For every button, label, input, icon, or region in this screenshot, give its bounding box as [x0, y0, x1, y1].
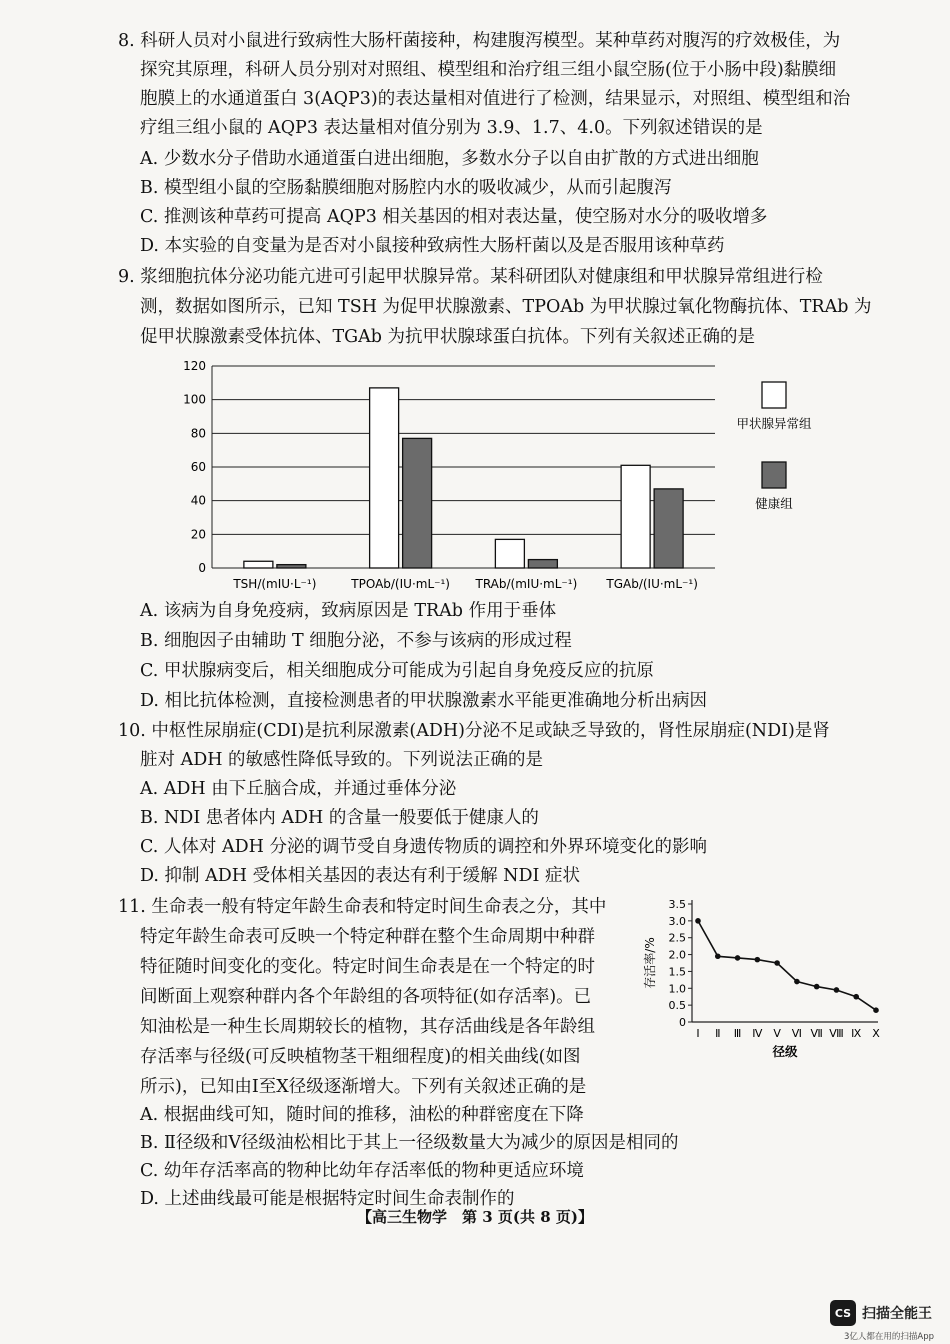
q8-line-2: 探究其原理，科研人员分别对对照组、模型组和治疗组三组小鼠空肠(位于小肠中段)黏膜细 [140, 60, 837, 80]
x-tick-label-3: Ⅳ [752, 1027, 763, 1040]
x-tick-label-2: Ⅲ [733, 1027, 742, 1040]
q8-line-4: 疗组三组小鼠的 AQP3 表达量相对值分别为 3.9、1.7、4.0。下列叙述错误的是 [140, 118, 763, 138]
x-tick-label-1: Ⅱ [715, 1027, 721, 1040]
q11-option-c: C. 幼年存活率高的物种比幼年存活率低的物种更适应环境 [140, 1161, 584, 1181]
data-point-0 [695, 918, 701, 924]
data-point-1 [715, 953, 721, 959]
x-category-label-1: TPOAb/(IU·mL⁻¹) [351, 577, 450, 591]
data-point-6 [814, 984, 820, 990]
q11-line-5: 知油松是一种生长周期较长的植物，其存活曲线是各年龄组 [140, 1017, 595, 1037]
survival-line-chart [640, 890, 890, 1065]
page-footer: 【高三生物学 第 3 页(共 8 页)】 [357, 1208, 593, 1226]
legend-swatch-0 [762, 382, 786, 408]
x-tick-label-5: Ⅵ [791, 1027, 802, 1040]
x-tick-label-6: Ⅶ [810, 1027, 823, 1040]
q11-option-a: A. 根据曲线可知，随时间的推移，油松的种群密度在下降 [140, 1105, 584, 1125]
y-tick-label-1: 20 [190, 527, 206, 542]
y-tick-label-6: 120 [183, 359, 206, 373]
q9-option-c: C. 甲状腺病变后，相关细胞成分可能成为引起自身免疫反应的抗原 [140, 661, 654, 681]
q9-option-a: A. 该病为自身免疫病，致病原因是 TRAb 作用于垂体 [140, 601, 557, 621]
q9-line-1: 9. 浆细胞抗体分泌功能亢进可引起甲状腺异常。某科研团队对健康组和甲状腺异常组进行检 [118, 267, 823, 287]
scanner-watermark [830, 1300, 932, 1326]
y-tick-label-4: 80 [190, 426, 206, 441]
legend-swatch-1 [762, 462, 786, 488]
legend-label-0: 甲状腺异常组 [736, 416, 812, 431]
x-category-label-3: TGAb/(IU·mL⁻¹) [606, 577, 698, 591]
q11-line-7: 所示)，已知由Ⅰ至Ⅹ径级逐渐增大。下列有关叙述正确的是 [140, 1077, 587, 1097]
q8-line-3: 胞膜上的水通道蛋白 3(AQP3)的表达量相对值进行了检测，结果显示，对照组、模型组和治 [140, 89, 851, 109]
q8-line-1: 8. 科研人员对小鼠进行致病性大肠杆菌接种，构建腹泻模型。某种草药对腹泻的疗效极佳，为 [118, 31, 841, 51]
q9-line-2: 测，数据如图所示，已知 TSH 为促甲状腺激素、TPOAb 为甲状腺过氧化物酶抗体、TRAb 为 [140, 297, 872, 317]
watermark-subtitle: 3亿人都在用的扫描App [843, 1332, 934, 1342]
data-point-9 [873, 1007, 879, 1013]
x-category-label-0: TSH/(mIU·L⁻¹) [233, 577, 317, 591]
q11-line-1: 11. 生命表一般有特定年龄生命表和特定时间生命表之分，其中 [118, 897, 607, 917]
data-point-5 [794, 979, 800, 985]
data-point-2 [735, 955, 741, 961]
q10-option-a: A. ADH 由下丘脑合成，并通过垂体分泌 [140, 779, 457, 799]
x-tick-label-4: Ⅴ [773, 1027, 781, 1040]
y-tick-label-0: 0 [679, 1016, 686, 1029]
q11-option-b: B. Ⅱ径级和Ⅴ径级油松相比于其上一径级数量大为减少的原因是相同的 [140, 1133, 679, 1153]
bar-healthy-3 [654, 489, 683, 568]
q10-line-2: 脏对 ADH 的敏感性降低导致的。下列说法正确的是 [140, 750, 544, 770]
y-axis-label: 存活率/% [643, 937, 657, 989]
q8-option-a: A. 少数水分子借助水通道蛋白进出细胞，多数水分子以自由扩散的方式进出细胞 [140, 149, 759, 169]
q10-line-1: 10. 中枢性尿崩症(CDI)是抗利尿激素(ADH)分泌不足或缺乏导致的，肾性尿崩症(NDI)是肾 [118, 721, 830, 741]
y-tick-label-5: 100 [183, 392, 206, 407]
y-tick-label-2: 1.0 [668, 982, 686, 996]
q9-option-b: B. 细胞因子由辅助 T 细胞分泌，不参与该病的形成过程 [140, 631, 572, 651]
q9-option-d: D. 相比抗体检测，直接检测患者的甲状腺激素水平能更准确地分析出病因 [140, 691, 708, 711]
x-category-label-2: TRAb/(mIU·mL⁻¹) [475, 577, 578, 591]
data-point-7 [834, 987, 840, 993]
q10-option-d: D. 抑制 ADH 受体相关基因的表达有利于缓解 NDI 症状 [140, 866, 580, 886]
q8-option-b: B. 模型组小鼠的空肠黏膜细胞对肠腔内水的吸收减少，从而引起腹泻 [140, 178, 672, 198]
x-tick-label-9: Ⅹ [872, 1027, 880, 1040]
x-tick-label-8: Ⅸ [851, 1027, 862, 1040]
bar-abnormal-1 [370, 388, 399, 568]
q11-line-2: 特定年龄生命表可反映一个特定种群在整个生命周期中种群 [140, 927, 595, 947]
bar-healthy-1 [403, 438, 432, 568]
y-tick-label-4: 2.0 [668, 948, 686, 962]
bar-abnormal-2 [495, 539, 524, 568]
y-tick-label-6: 3.0 [668, 914, 686, 928]
data-point-4 [774, 960, 780, 966]
y-tick-label-3: 1.5 [668, 965, 686, 979]
y-tick-label-1: 0.5 [668, 999, 686, 1013]
q11-line-6: 存活率与径级(可反映植物茎干粗细程度)的相关曲线(如图 [140, 1047, 581, 1067]
x-tick-label-0: Ⅰ [696, 1027, 700, 1040]
cs-logo-icon: CS [830, 1300, 856, 1326]
q11-line-4: 间断面上观察种群内各个年龄组的各项特征(如存活率)。已 [140, 987, 592, 1007]
y-tick-label-0: 0 [198, 561, 206, 575]
data-point-3 [755, 957, 761, 963]
q10-option-c: C. 人体对 ADH 分泌的调节受自身遗传物质的调控和外界环境变化的影响 [140, 837, 707, 857]
y-tick-label-5: 2.5 [668, 931, 686, 945]
survival-line [698, 921, 876, 1010]
watermark-name: 扫描全能王 [862, 1306, 932, 1322]
legend-label-1: 健康组 [755, 496, 793, 511]
bar-abnormal-0 [244, 561, 273, 568]
q11-line-3: 特征随时间变化的变化。特定时间生命表是在一个特定的时 [140, 957, 595, 977]
q8-option-d: D. 本实验的自变量为是否对小鼠接种致病性大肠杆菌以及是否服用该种草药 [140, 236, 725, 256]
thyroid-bar-chart [150, 352, 850, 602]
q11-option-d: D. 上述曲线最可能是根据特定时间生命表制作的 [140, 1189, 515, 1209]
y-tick-label-3: 60 [190, 460, 206, 474]
q10-option-b: B. NDI 患者体内 ADH 的含量一般要低于健康人的 [140, 808, 539, 828]
bar-healthy-2 [528, 560, 557, 568]
bar-healthy-0 [277, 565, 306, 568]
q8-option-c: C. 推测该种草药可提高 AQP3 相关基因的相对表达量，使空肠对水分的吸收增多 [140, 207, 768, 227]
x-tick-label-7: Ⅷ [829, 1027, 844, 1040]
bar-abnormal-3 [621, 465, 650, 568]
data-point-8 [853, 994, 859, 1000]
q9-line-3: 促甲状腺激素受体抗体、TGAb 为抗甲状腺球蛋白抗体。下列有关叙述正确的是 [140, 327, 756, 347]
y-tick-label-2: 40 [190, 493, 206, 508]
y-tick-label-7: 3.5 [668, 898, 686, 911]
x-axis-label: 径级 [772, 1044, 798, 1059]
